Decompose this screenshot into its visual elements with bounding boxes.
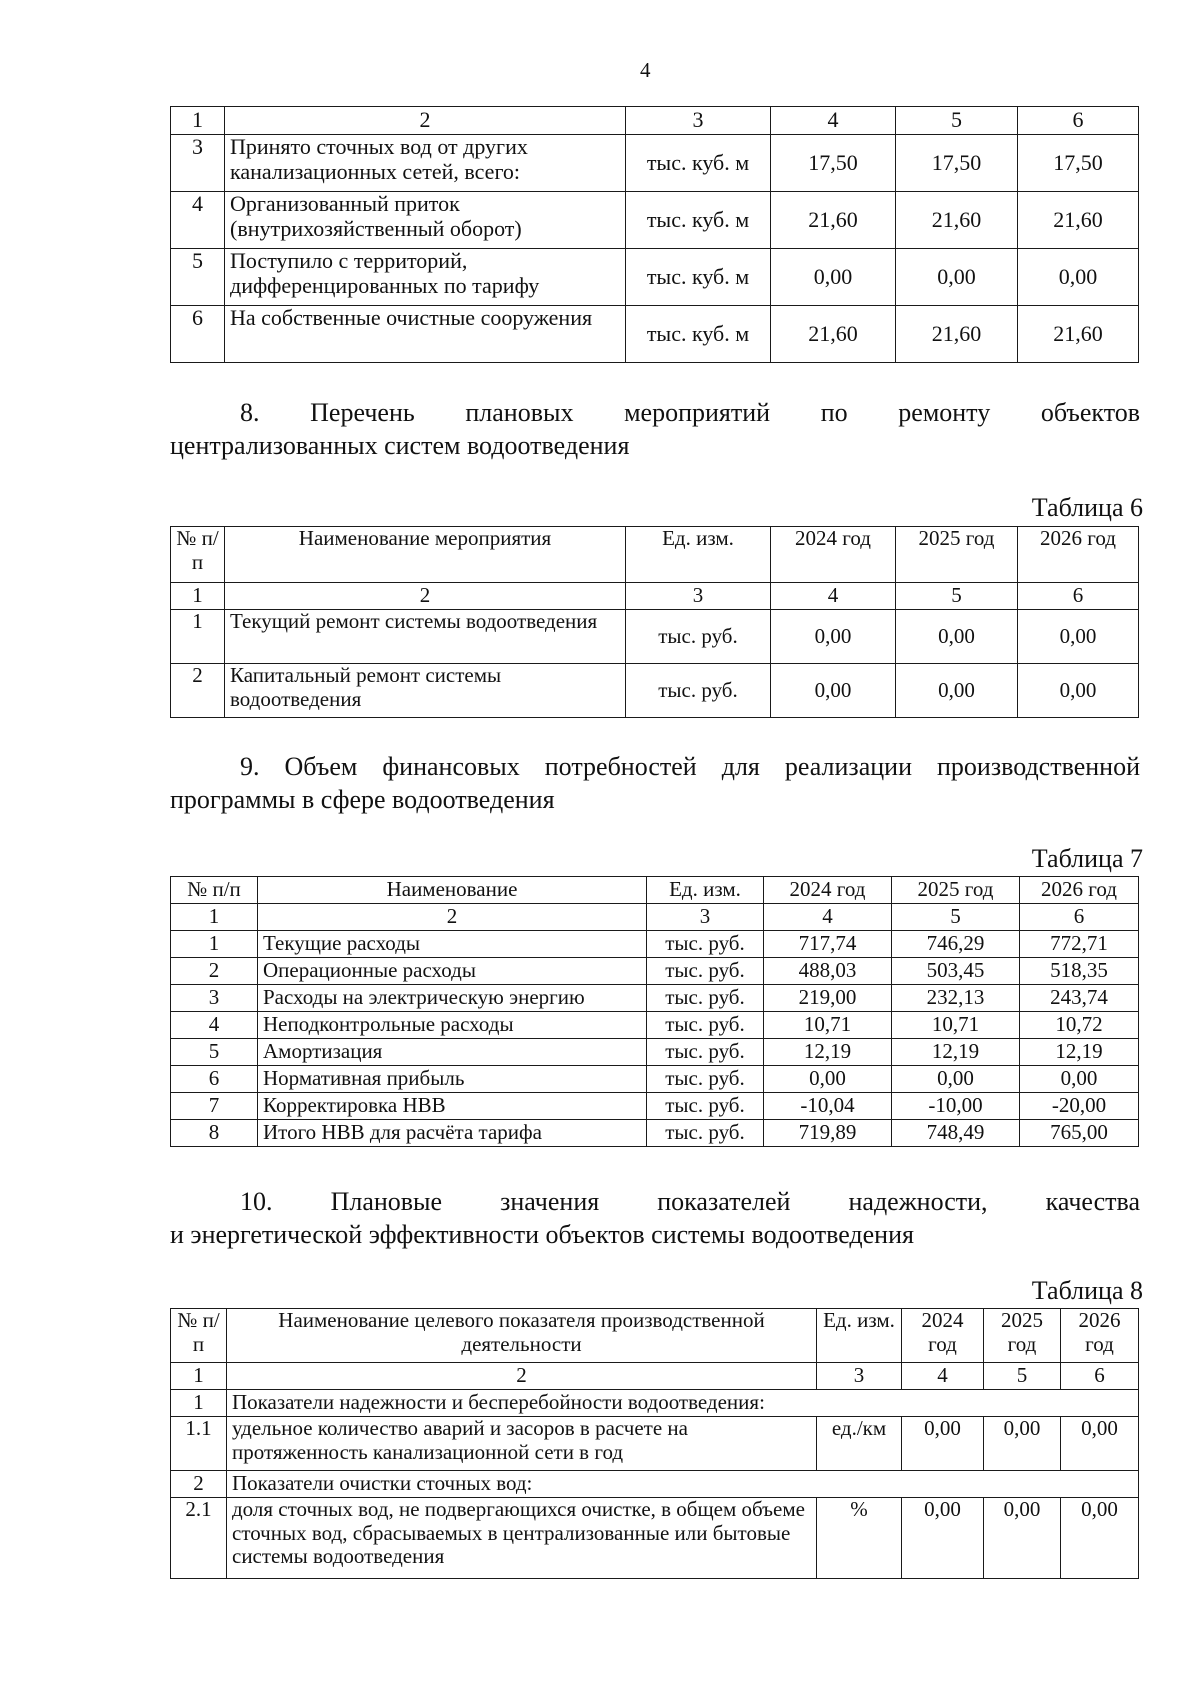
- group-title: Показатели очистки сточных вод:: [227, 1471, 1139, 1498]
- row-name: Организованный приток (внутрихозяйственный оборот): [225, 192, 626, 249]
- colnum-1: 1: [171, 583, 225, 610]
- table-row: [171, 1498, 1139, 1579]
- section-8-heading-line1: 8. Перечень плановых мероприятий по ремонту объектов: [240, 398, 1140, 427]
- table-row: [171, 1066, 1139, 1093]
- value-2026: 518,35: [1020, 958, 1139, 985]
- column-header-unit: Ед. изм.: [647, 877, 764, 904]
- colnum-6: 6: [1018, 583, 1139, 610]
- row-number: 2.1: [171, 1498, 227, 1579]
- value-2025: 748,49: [892, 1120, 1020, 1147]
- value-2026: 21,60: [1018, 306, 1139, 363]
- colnum-2: 2: [225, 107, 626, 135]
- row-name: доля сточных вод, не подвергающихся очистке, в общем объеме сточных вод, сбрасываемых в централизованные или бытовые системы водоотведения: [227, 1498, 817, 1579]
- row-number: 4: [171, 192, 225, 249]
- row-number: 8: [171, 1120, 258, 1147]
- value-2026: 0,00: [1061, 1498, 1139, 1579]
- value-2025: 21,60: [896, 192, 1018, 249]
- value-2025: 0,00: [984, 1417, 1061, 1471]
- column-header-2026: 2026 год: [1018, 527, 1139, 583]
- value-2024: 0,00: [764, 1066, 892, 1093]
- column-header-number: № п/п: [171, 527, 225, 583]
- colnum-3: 3: [626, 107, 771, 135]
- row-number: 5: [171, 1039, 258, 1066]
- row-unit: тыс. руб.: [647, 1039, 764, 1066]
- value-2026: -20,00: [1020, 1093, 1139, 1120]
- value-2025: 17,50: [896, 135, 1018, 192]
- section-8-heading: [170, 396, 1140, 462]
- row-name: Неподконтрольные расходы: [258, 1012, 647, 1039]
- value-2025: 0,00: [896, 664, 1018, 718]
- value-2026: 0,00: [1018, 610, 1139, 664]
- table-colnum-row: [171, 1363, 1139, 1390]
- row-number: 6: [171, 1066, 258, 1093]
- value-2024: 21,60: [771, 192, 896, 249]
- group-number: 1: [171, 1390, 227, 1417]
- table-8: [170, 1308, 1139, 1579]
- row-unit: ед./км: [817, 1417, 902, 1471]
- colnum-5: 5: [896, 107, 1018, 135]
- value-2024: 219,00: [764, 985, 892, 1012]
- colnum-3: 3: [626, 583, 771, 610]
- row-unit: тыс. руб.: [626, 664, 771, 718]
- colnum-6: 6: [1020, 904, 1139, 931]
- value-2024: 12,19: [764, 1039, 892, 1066]
- row-unit: тыс. куб. м: [626, 135, 771, 192]
- table-row: [171, 664, 1139, 718]
- colnum-6: 6: [1018, 107, 1139, 135]
- value-2025: 12,19: [892, 1039, 1020, 1066]
- column-header-number: № п/п: [171, 877, 258, 904]
- table-row: [171, 931, 1139, 958]
- row-unit: тыс. руб.: [647, 1120, 764, 1147]
- column-header-2026: 2026 год: [1020, 877, 1139, 904]
- column-header-name: Наименование целевого показателя производственной деятельности: [227, 1309, 817, 1363]
- table-row: [171, 135, 1139, 192]
- colnum-4: 4: [902, 1363, 984, 1390]
- value-2026: 765,00: [1020, 1120, 1139, 1147]
- value-2024: 0,00: [771, 610, 896, 664]
- row-unit: тыс. руб.: [647, 1012, 764, 1039]
- section-10-heading-line1: 10. Плановые значения показателей надежности, качества: [240, 1187, 1140, 1216]
- table-7: [170, 876, 1139, 1147]
- value-2026: 10,72: [1020, 1012, 1139, 1039]
- table-row: [171, 1120, 1139, 1147]
- value-2024: -10,04: [764, 1093, 892, 1120]
- table-6: [170, 526, 1139, 718]
- column-header-2024: 2024 год: [771, 527, 896, 583]
- row-number: 7: [171, 1093, 258, 1120]
- colnum-2: 2: [227, 1363, 817, 1390]
- table-row: [171, 1039, 1139, 1066]
- value-2026: 17,50: [1018, 135, 1139, 192]
- value-2025: 0,00: [896, 610, 1018, 664]
- value-2025: 0,00: [896, 249, 1018, 306]
- colnum-2: 2: [258, 904, 647, 931]
- row-unit: тыс. руб.: [647, 985, 764, 1012]
- value-2026: 772,71: [1020, 931, 1139, 958]
- value-2024: 17,50: [771, 135, 896, 192]
- table-7-label: Таблица 7: [1031, 844, 1143, 873]
- colnum-1: 1: [171, 904, 258, 931]
- row-name: На собственные очистные сооружения: [225, 306, 626, 363]
- column-header-name: Наименование: [258, 877, 647, 904]
- value-2024: 0,00: [771, 664, 896, 718]
- column-header-number: № п/п: [171, 1309, 227, 1363]
- row-name: Амортизация: [258, 1039, 647, 1066]
- colnum-5: 5: [984, 1363, 1061, 1390]
- page-number: 4: [640, 58, 651, 82]
- row-unit: тыс. руб.: [647, 1066, 764, 1093]
- row-unit: тыс. куб. м: [626, 192, 771, 249]
- section-9-heading-line1: 9. Объем финансовых потребностей для реализации производственной: [240, 752, 1140, 781]
- row-name: Итого НВВ для расчёта тарифа: [258, 1120, 647, 1147]
- column-header-name: Наименование мероприятия: [225, 527, 626, 583]
- column-header-2025: 2025 год: [896, 527, 1018, 583]
- colnum-3: 3: [647, 904, 764, 931]
- row-name: удельное количество аварий и засоров в расчете на протяженность канализационной сети в год: [227, 1417, 817, 1471]
- value-2026: 12,19: [1020, 1039, 1139, 1066]
- value-2025: 232,13: [892, 985, 1020, 1012]
- value-2024: 21,60: [771, 306, 896, 363]
- row-unit: тыс. руб.: [647, 931, 764, 958]
- colnum-4: 4: [771, 107, 896, 135]
- value-2024: 0,00: [902, 1417, 984, 1471]
- section-9-heading: [170, 750, 1140, 816]
- table-group-row: [171, 1471, 1139, 1498]
- column-header-unit: Ед. изм.: [817, 1309, 902, 1363]
- value-2026: 0,00: [1018, 249, 1139, 306]
- row-unit: тыс. руб.: [626, 610, 771, 664]
- row-unit: %: [817, 1498, 902, 1579]
- group-number: 2: [171, 1471, 227, 1498]
- table-row: [171, 306, 1139, 363]
- value-2024: 717,74: [764, 931, 892, 958]
- column-header-unit: Ед. изм.: [626, 527, 771, 583]
- column-header-2025: 2025 год: [892, 877, 1020, 904]
- value-2025: 503,45: [892, 958, 1020, 985]
- row-name: Операционные расходы: [258, 958, 647, 985]
- row-number: 3: [171, 985, 258, 1012]
- value-2024: 488,03: [764, 958, 892, 985]
- value-2024: 0,00: [902, 1498, 984, 1579]
- table-colnum-row: [171, 904, 1139, 931]
- value-2025: 0,00: [984, 1498, 1061, 1579]
- value-2025: -10,00: [892, 1093, 1020, 1120]
- row-number: 2: [171, 664, 225, 718]
- colnum-5: 5: [896, 583, 1018, 610]
- row-number: 5: [171, 249, 225, 306]
- table-header-row: [171, 107, 1139, 135]
- table-group-row: [171, 1390, 1139, 1417]
- colnum-5: 5: [892, 904, 1020, 931]
- row-number: 4: [171, 1012, 258, 1039]
- value-2024: 719,89: [764, 1120, 892, 1147]
- table-row: [171, 985, 1139, 1012]
- colnum-1: 1: [171, 107, 225, 135]
- value-2026: 0,00: [1061, 1417, 1139, 1471]
- section-10-heading-line2: и энергетической эффективности объектов системы водоотведения: [170, 1220, 914, 1249]
- row-number: 1: [171, 610, 225, 664]
- table-header-row: [171, 527, 1139, 583]
- column-header-2025: 2025 год: [984, 1309, 1061, 1363]
- value-2024: 10,71: [764, 1012, 892, 1039]
- column-header-2024: 2024 год: [764, 877, 892, 904]
- value-2025: 746,29: [892, 931, 1020, 958]
- column-header-2024: 2024 год: [902, 1309, 984, 1363]
- row-number: 3: [171, 135, 225, 192]
- colnum-4: 4: [764, 904, 892, 931]
- row-unit: тыс. куб. м: [626, 249, 771, 306]
- section-10-heading: [170, 1185, 1140, 1251]
- table-5-continuation: [170, 106, 1139, 363]
- table-row: [171, 1012, 1139, 1039]
- row-number: 1.1: [171, 1417, 227, 1471]
- colnum-6: 6: [1061, 1363, 1139, 1390]
- group-title: Показатели надежности и бесперебойности водоотведения:: [227, 1390, 1139, 1417]
- table-row: [171, 1093, 1139, 1120]
- row-name: Корректировка НВВ: [258, 1093, 647, 1120]
- table-row: [171, 249, 1139, 306]
- row-number: 2: [171, 958, 258, 985]
- table-row: [171, 610, 1139, 664]
- value-2026: 0,00: [1018, 664, 1139, 718]
- row-name: Нормативная прибыль: [258, 1066, 647, 1093]
- row-name: Текущий ремонт системы водоотведения: [225, 610, 626, 664]
- row-name: Капитальный ремонт системы водоотведения: [225, 664, 626, 718]
- table-row: [171, 958, 1139, 985]
- colnum-4: 4: [771, 583, 896, 610]
- row-name: Принято сточных вод от других канализационных сетей, всего:: [225, 135, 626, 192]
- colnum-2: 2: [225, 583, 626, 610]
- value-2026: 243,74: [1020, 985, 1139, 1012]
- value-2025: 0,00: [892, 1066, 1020, 1093]
- row-number: 1: [171, 931, 258, 958]
- colnum-3: 3: [817, 1363, 902, 1390]
- table-6-label: Таблица 6: [1031, 493, 1143, 522]
- value-2026: 0,00: [1020, 1066, 1139, 1093]
- column-header-2026: 2026 год: [1061, 1309, 1139, 1363]
- table-row: [171, 192, 1139, 249]
- row-unit: тыс. руб.: [647, 1093, 764, 1120]
- table-row: [171, 1417, 1139, 1471]
- row-name: Расходы на электрическую энергию: [258, 985, 647, 1012]
- section-9-heading-line2: программы в сфере водоотведения: [170, 785, 555, 814]
- row-name: Текущие расходы: [258, 931, 647, 958]
- row-name: Поступило с территорий, дифференцированных по тарифу: [225, 249, 626, 306]
- value-2025: 21,60: [896, 306, 1018, 363]
- value-2025: 10,71: [892, 1012, 1020, 1039]
- table-colnum-row: [171, 583, 1139, 610]
- row-unit: тыс. куб. м: [626, 306, 771, 363]
- table-8-label: Таблица 8: [1031, 1276, 1143, 1305]
- row-number: 6: [171, 306, 225, 363]
- table-header-row: [171, 877, 1139, 904]
- value-2026: 21,60: [1018, 192, 1139, 249]
- row-unit: тыс. руб.: [647, 958, 764, 985]
- section-8-heading-line2: централизованных систем водоотведения: [170, 431, 630, 460]
- value-2024: 0,00: [771, 249, 896, 306]
- colnum-1: 1: [171, 1363, 227, 1390]
- table-header-row: [171, 1309, 1139, 1363]
